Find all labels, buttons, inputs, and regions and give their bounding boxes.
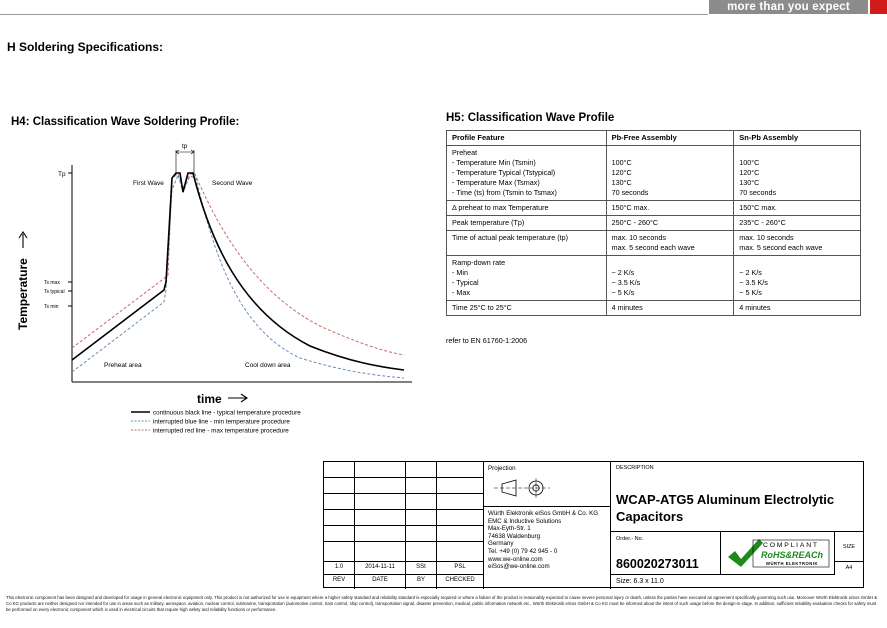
min-temperature-curve bbox=[72, 175, 404, 378]
date-value: 2014-11-11 bbox=[355, 562, 406, 575]
projection-symbol-icon bbox=[492, 476, 552, 500]
cooldown-area-label: Cool down area bbox=[245, 362, 291, 369]
checked-value: PSL bbox=[437, 562, 484, 575]
legend-typical: continuous black line - typical temperature procedure bbox=[153, 409, 301, 417]
description-box bbox=[611, 462, 863, 532]
projection-box bbox=[484, 462, 611, 507]
description-label: DESCRIPTION bbox=[616, 465, 654, 471]
first-wave-label: First Wave bbox=[133, 180, 164, 187]
rev-header: REV bbox=[324, 575, 355, 589]
cell-feature bbox=[447, 256, 607, 301]
second-wave-label: Second Wave bbox=[212, 180, 253, 187]
cell-snpb bbox=[734, 146, 861, 201]
table-row-peak-temperature bbox=[447, 216, 861, 231]
cell-line: 100°C bbox=[739, 158, 760, 167]
h5-title: H5: Classification Wave Profile bbox=[446, 112, 615, 124]
rev-value: 1.0 bbox=[324, 562, 355, 575]
tp-label: Tp bbox=[58, 171, 66, 178]
description-line: Capacitors bbox=[616, 509, 684, 524]
cell-pbfree: 150°C max. bbox=[606, 201, 734, 216]
cell-snpb: 4 minutes bbox=[734, 301, 861, 316]
tstypical-label: Ts typical bbox=[44, 289, 65, 295]
tsmax-label: Ts max bbox=[44, 280, 60, 286]
cell-feature: Time of actual peak temperature (tp) bbox=[447, 231, 607, 256]
tp-time-label: tp bbox=[182, 143, 188, 150]
company-address bbox=[484, 507, 611, 589]
header-rule bbox=[0, 14, 708, 15]
cell-line: ~ 3.5 K/s bbox=[611, 278, 641, 287]
by-value: SSt bbox=[406, 562, 437, 575]
cell-line: - Time (ts) from (Tsmin to Tsmax) bbox=[452, 188, 557, 197]
h4-title: H4: Classification Wave Soldering Profile: bbox=[11, 116, 240, 128]
wave-soldering-profile-diagram bbox=[0, 130, 430, 440]
cell-line: max. 10 seconds bbox=[611, 233, 666, 242]
product-description bbox=[616, 491, 834, 525]
table-row-preheat bbox=[447, 146, 861, 201]
company-line: 74638 Waldenburg bbox=[488, 532, 541, 540]
company-line: Würth Elektronik eiSos GmbH & Co. KG bbox=[488, 510, 599, 517]
x-arrow-icon bbox=[228, 394, 247, 402]
cell-line: ~ 2 K/s bbox=[739, 268, 762, 277]
order-box bbox=[611, 532, 721, 575]
y-axis-label: Temperature bbox=[16, 258, 30, 330]
cell-pbfree bbox=[606, 146, 734, 201]
table-row-peak-time bbox=[447, 231, 861, 256]
checked-header: CHECKED bbox=[437, 575, 484, 589]
date-header: DATE bbox=[355, 575, 406, 589]
projection-label: Projection bbox=[488, 465, 516, 472]
x-axis-label: time bbox=[197, 392, 222, 406]
badge-compliant: COMPLIANT bbox=[763, 542, 819, 549]
cell-feature: Peak temperature (Tp) bbox=[447, 216, 607, 231]
cell-line: - Temperature Min (Tsmin) bbox=[452, 158, 536, 167]
cell-line: ~ 5 K/s bbox=[611, 288, 635, 297]
cell-line bbox=[612, 148, 729, 158]
table-header-row bbox=[447, 131, 861, 146]
cell-pbfree: 4 minutes bbox=[606, 301, 734, 316]
tp-dim-arrow-icon bbox=[176, 150, 194, 154]
cell-line bbox=[612, 258, 729, 268]
cell-snpb bbox=[734, 256, 861, 301]
cell-line: 120°C bbox=[611, 168, 632, 177]
by-header: BY bbox=[406, 575, 437, 589]
brand-accent bbox=[870, 0, 887, 14]
cell-snpb: 150°C max. bbox=[734, 201, 861, 216]
cell-line: - Min bbox=[452, 268, 468, 277]
cell-line: 70 seconds bbox=[739, 188, 777, 197]
header-sn-pb: Sn-Pb Assembly bbox=[734, 131, 861, 146]
size-label: SIZE bbox=[835, 532, 863, 562]
size-value: A4 bbox=[845, 565, 853, 571]
brand-tagline: more than you expect bbox=[709, 0, 868, 14]
cell-snpb: 235°C - 260°C bbox=[734, 216, 861, 231]
cell-feature bbox=[447, 146, 607, 201]
standard-reference: refer to EN 61760-1:2006 bbox=[446, 336, 528, 345]
max-temperature-curve bbox=[72, 174, 404, 355]
cell-line: max. 5 second each wave bbox=[739, 243, 823, 252]
table-row-ramp-down bbox=[447, 256, 861, 301]
revision-grid bbox=[324, 462, 484, 589]
cell-line: ~ 5 K/s bbox=[739, 288, 762, 297]
product-size: Size: 6.3 x 11.0 bbox=[616, 578, 664, 585]
company-line: Max-Eyth-Str. 1 bbox=[488, 525, 531, 533]
order-number: 860020273011 bbox=[616, 557, 699, 571]
company-line: EMC & Inductive Solutions bbox=[488, 517, 562, 525]
legend-min: interrupted blue line - min temperature procedure bbox=[153, 418, 290, 426]
cell-pbfree bbox=[606, 256, 734, 301]
cell-line: Preheat bbox=[452, 148, 478, 157]
order-label: Order.- No. bbox=[616, 536, 644, 542]
cell-snpb bbox=[734, 231, 861, 256]
title-block bbox=[323, 461, 864, 588]
company-line: Germany bbox=[488, 540, 514, 548]
header-profile-feature: Profile Feature bbox=[447, 131, 607, 146]
y-arrow-icon bbox=[19, 232, 27, 248]
company-line: www.we-online.com bbox=[488, 555, 543, 563]
tsmin-label: Ts min bbox=[44, 304, 59, 310]
cell-line: max. 5 second each wave bbox=[611, 243, 695, 252]
badge-rohs: RoHS&REACh bbox=[761, 550, 823, 560]
section-title: H Soldering Specifications: bbox=[7, 40, 164, 54]
cell-line bbox=[739, 258, 855, 268]
cell-line: max. 10 seconds bbox=[739, 233, 794, 242]
cell-line: 130°C bbox=[739, 178, 760, 187]
legend-max: interrupted red line - max temperature procedure bbox=[153, 427, 289, 435]
cell-line: 100°C bbox=[611, 158, 632, 167]
cell-line: 120°C bbox=[739, 168, 760, 177]
cell-line: 130°C bbox=[611, 178, 632, 187]
company-line: eiSos@we-online.com bbox=[488, 563, 550, 571]
cell-line: ~ 2 K/s bbox=[611, 268, 635, 277]
cell-line: - Temperature Max (Tsmax) bbox=[452, 178, 540, 187]
cell-line bbox=[739, 148, 855, 158]
company-line: Tel. +49 (0) 79 42 945 - 0 bbox=[488, 547, 558, 555]
description-line: WCAP-ATG5 Aluminum Electrolytic bbox=[616, 492, 835, 507]
compliance-badge bbox=[721, 532, 835, 575]
cell-pbfree: 250°C - 260°C bbox=[606, 216, 734, 231]
header-pb-free: Pb-Free Assembly bbox=[606, 131, 734, 146]
badge-wurth: WÜRTH ELEKTRONIK bbox=[766, 561, 818, 566]
table-row-delta-preheat bbox=[447, 201, 861, 216]
cell-line: 70 seconds bbox=[611, 188, 649, 197]
rohs-reach-logo-icon bbox=[725, 535, 831, 572]
cell-feature: Δ preheat to max Temperature bbox=[447, 201, 607, 216]
cell-line: - Typical bbox=[452, 278, 479, 287]
cell-line: Ramp-down rate bbox=[452, 258, 506, 267]
cell-feature: Time 25°C to 25°C bbox=[447, 301, 607, 316]
wave-profile-table bbox=[446, 130, 861, 316]
legal-disclaimer: This electronic component has been designed and developed for usage in general electronic equipment only. This product is not authorized for use in equipment where a higher safety standard and reliability standard is especially required or where a failure of the product is reasonably expected to cause severe personal injury or death, unless the parties have executed an agreement specifically governing such use. Moreover Würth Elektronik eiSos GmbH & Co KG products are neither designed nor intended for use in areas such as military, aerospace, aviation, nuclear control, submarine, transportation (automotive control, train control, ship control), transportation signal, disaster prevention, medical, public information network etc.. Würth Elektronik eiSos GmbH & Co KG must be informed about the intent of such usage before the design-in stage. In addition, sufficient reliability evaluation checks for safety must be performed on every electronic component which is used in electrical circuits that require high safety and reliability functions or performance. bbox=[6, 595, 878, 612]
cell-line: ~ 3.5 K/s bbox=[739, 278, 768, 287]
preheat-area-label: Preheat area bbox=[104, 362, 142, 369]
cell-line: - Max bbox=[452, 288, 470, 297]
cell-line: - Temperature Typical (Tstypical) bbox=[452, 168, 556, 177]
cell-pbfree bbox=[606, 231, 734, 256]
table-row-total-time bbox=[447, 301, 861, 316]
